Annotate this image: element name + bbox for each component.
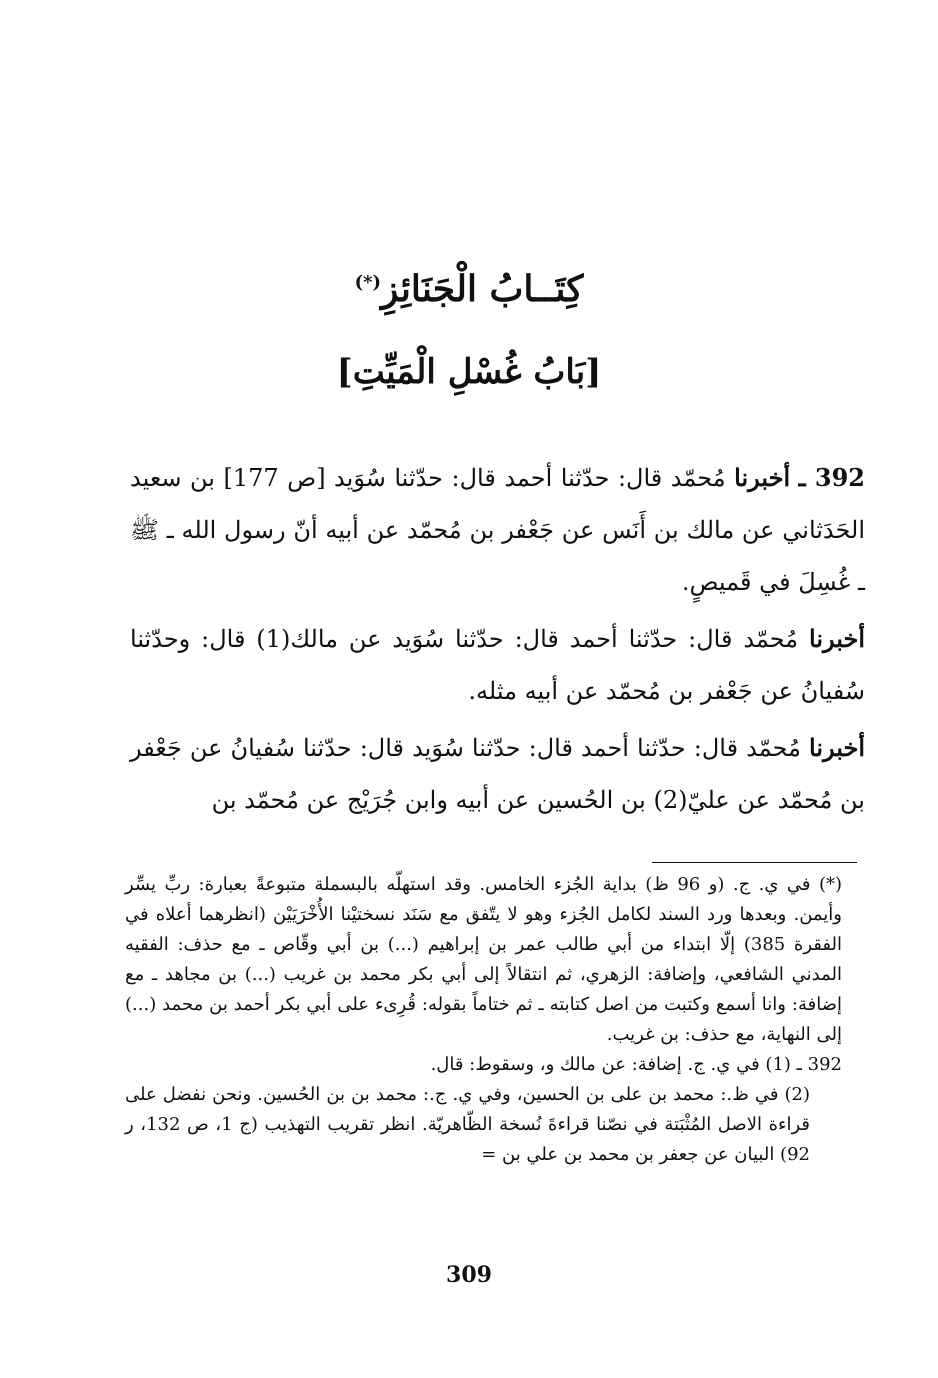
chapter-title-footnote-mark: (*) [354,272,382,293]
hadith-paragraph [130,722,865,826]
hadith-paragraph [130,613,865,717]
hadith-text: مُحمّد قال: حدّثنا أحمد قال: حدّثنا سُوَيد عن مالك(1) قال: وحدّثنا سُفيانُ عن جَعْفر بن مُحمّد عن أبيه مثله. [130,625,865,705]
footnotes [125,870,860,1170]
chapter-title-text: كِتَــابُ الْجَنَائِزِ [381,268,584,310]
hadith-lead: أخبرنا [809,624,865,653]
hadith-text: مُحمّد قال: حدّثنا أحمد قال: حدّثنا سُوَيد قال: حدّثنا سُفيانُ عن جَعْفر بن مُحمّد عن عليّ(2) بن الحُسين عن أبيه وابن جُرَيْج عن مُحمّد بن [130,734,865,814]
hadith-lead: أخبرنا [734,463,791,492]
hadith-lead: أخبرنا [809,733,865,762]
chapter-title [0,268,938,310]
footnote: (*) في ي. ج. (و 96 ظ) بداية الجُزء الخامس. وقد استهلّه بالبسملة متبوعةً بعبارة: ربِّ يسِّر وأيمن. وبعدها ورد السند لكامل الجُزء وهو لا يتّفق مع سَنَد نسختيْنا الأُخْرَيَيْن (انظرهما أعلاه في الفقرة 385) إلّا ابتداء من أبي طالب عمر بن إبراهيم (...) بن أبي وقّاص ـ مع حذف: الفقيه المدني الشافعي، وإضافة: الزهري، ثم انتقالاً إلى أبي بكر محمد بن غريب (...) بن مجاهد ـ مع إضافة: وانا أسمع وكتبت من اصل كتابته ـ ثم ختاماً بقوله: قُرِىء على أبي بكر أحمد بن محمد (...) إلى النهاية، مع حذف: بن غريب. [125,874,842,1045]
hadith-text: مُحمّد قال: حدّثنا أحمد قال: حدّثنا سُوَيد [ص 177] بن سعيد الحَدَثاني عن مالك بن أَنَس عن جَعْفر بن مُحمّد عن أبيه أنّ رسول الله ـ ﷺ ـ غُسِلَ في قَميصٍ. [130,464,866,596]
footnote-separator [652,862,857,863]
hadith-number: 392 ـ [798,463,865,492]
page-number: 309 [446,1262,492,1288]
footnote: 392 ـ (1) في ي. ج. إضافة: عن مالك و، وسقوط: قال. [430,1054,842,1075]
hadith-paragraph [130,452,865,608]
section-title: [بَابُ غُسْلِ الْمَيِّتِ] [336,352,602,392]
footnote: (2) في ظ.: محمد بن على بن الحسين، وفي ي. ج.: محمد بن بن الحُسين. ونحن نفضل على قراءة الاصل المُثْبَتة في نصّنا قراءةَ نُسخة الظّاهريّة. انظر تقريب التهذيب (ج 1، ص 132، ر 92) البيان عن جعفر بن محمد بن علي بن = [125,1084,810,1165]
